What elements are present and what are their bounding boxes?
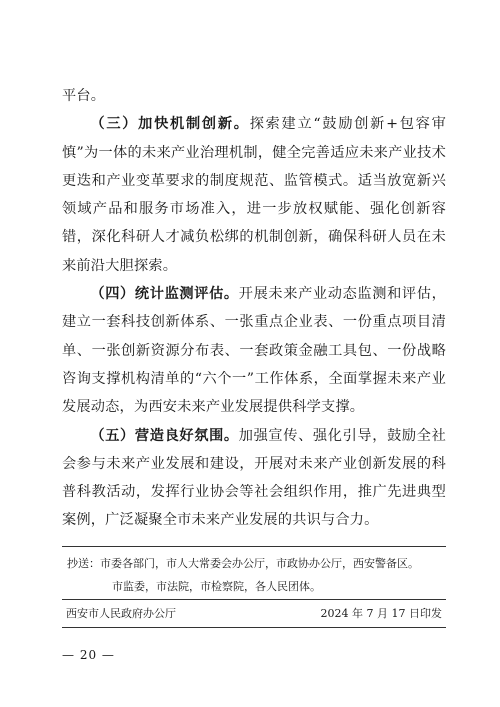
paragraph-text: 探索建立“鼓励创新+包容审慎”为一体的未来产业治理机制，健全完善适应未来产业技术更迭和产业变革要求的制度规范、监管模式。适当放宽新兴领域产品和服务市场准入，进一步放权赋能、强化创新容错，深化科研人才减负松绑的机制创新，确保科研人员在未来前沿大胆探索。 xyxy=(62,116,446,274)
paragraph-atmosphere xyxy=(62,422,446,535)
cc-line: 抄送：市委各部门，市人大常委会办公厅，市政协办公厅，西安警备区。 xyxy=(67,557,419,570)
issuer-name: 西安市人民政府办公厅 xyxy=(66,607,176,620)
footer-rule-middle xyxy=(62,599,446,600)
issuer-row xyxy=(66,605,442,623)
section-heading: （三）加快机制创新。 xyxy=(90,116,250,133)
footer-rule-top xyxy=(62,546,446,547)
section-heading: （五）营造良好氛围。 xyxy=(90,427,239,444)
cc-line: 市监委，市法院，市检察院，各人民团体。 xyxy=(112,580,321,593)
footer-rule-bottom xyxy=(62,627,446,628)
paragraph-mechanism-innovation xyxy=(62,110,446,280)
page-number: — 20 — xyxy=(62,648,115,662)
document-body xyxy=(62,82,446,535)
issue-date: 2024 年 7 月 17 日印发 xyxy=(320,607,442,620)
paragraph-text: 开展未来产业动态监测和评估，建立一套科技创新体系、一张重点企业表、一份重点项目清单、一张创新资源分布表、一套政策金融工具包、一份战略咨询支撑机构清单的“六个一”工作体系，全面掌握未来产业发展动态，为西安未来产业发展提供科学支撑。 xyxy=(62,286,446,416)
paragraph-continuation xyxy=(62,82,446,110)
paragraph-text: 平台。 xyxy=(62,88,106,104)
paragraph-statistics-monitoring xyxy=(62,280,446,421)
section-heading: （四）统计监测评估。 xyxy=(90,286,239,303)
paragraph-text: 加强宣传、强化引导，鼓励全社会参与未来产业发展和建设，开展对未来产业创新发展的科普科教活动，发挥行业协会等社会组织作用，推广先进典型案例，广泛凝聚全市未来产业发展的共识与合力。 xyxy=(62,427,446,529)
cc-distribution-list xyxy=(67,552,447,598)
